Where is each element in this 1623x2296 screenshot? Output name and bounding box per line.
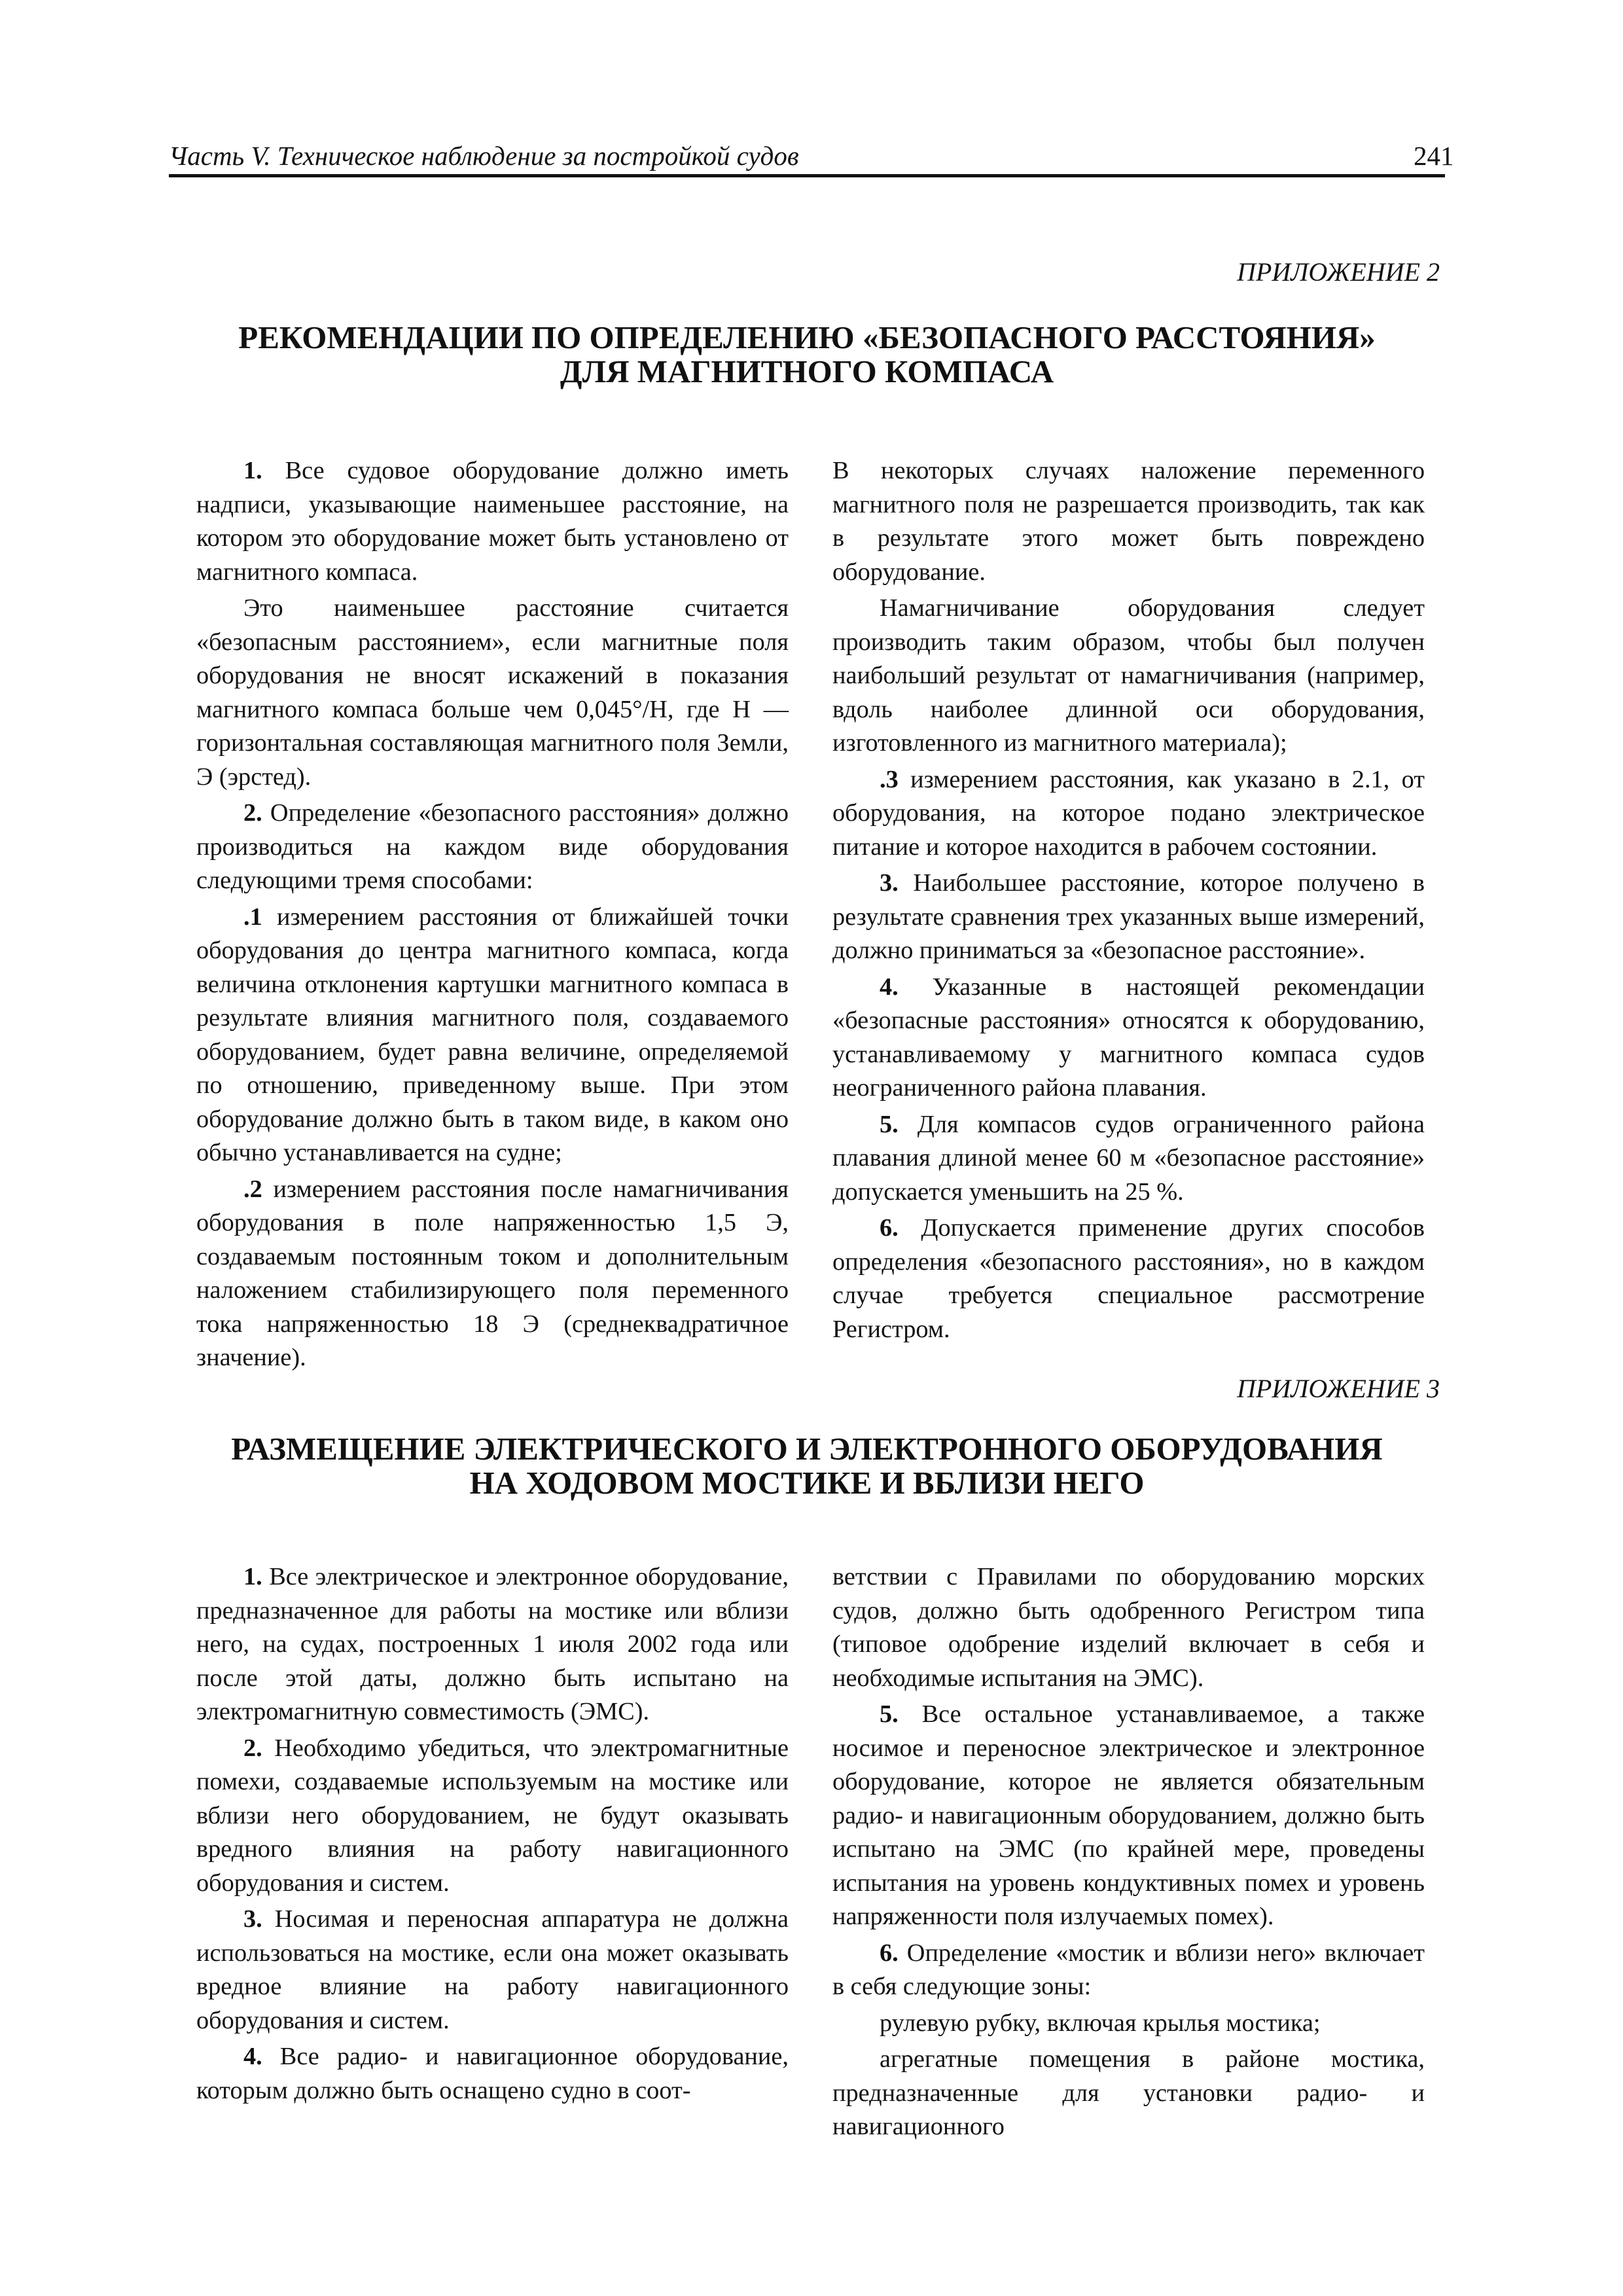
appendix-3-title: [169, 1432, 1445, 1500]
paragraph-text: Указанные в настоящей рекомендации «безопасные расстояния» относятся к оборудованию, устанавливаемому у магнитного компаса судов неограниченного района плавания.: [832, 973, 1425, 1102]
paragraph-text: измерением расстояния, как указано в 2.1, от оборудования, на которое подано электрическое питание и которое находится в рабочем состоянии.: [832, 765, 1425, 861]
appendix-3-title-line-1: РАЗМЕЩЕНИЕ ЭЛЕКТРИЧЕСКОГО И ЭЛЕКТРОННОГО ОБОРУДОВАНИЯ: [231, 1431, 1383, 1467]
paragraph-text: В некоторых случаях наложение переменного магнитного поля не разрешается производить, так как в результате этого может быть повреждено оборудование.: [832, 457, 1425, 586]
paragraph: [196, 2040, 789, 2108]
paragraph: [832, 1937, 1425, 2004]
paragraph: [832, 1108, 1425, 1210]
paragraph-text: Для компасов судов ограниченного района плавания длиной менее 60 м «безопасное расстояние» допускается уменьшить на 25 %.: [832, 1110, 1425, 1206]
appendix-2-title-line-1: РЕКОМЕНДАЦИИ ПО ОПРЕДЕЛЕНИЮ «БЕЗОПАСНОГО РАССТОЯНИЯ»: [238, 319, 1376, 355]
appendix-2-left-column: [196, 454, 789, 1375]
paragraph-text: Допускается применение других способов определения «безопасного расстояния», но в каждом случае требуется специальное рассмотрение Регистром.: [832, 1214, 1425, 1343]
paragraph: [196, 454, 789, 589]
paragraph-text: Все остальное устанавливаемое, а также носимое и переносное электрическое и электронное оборудование, которое не является обязательным радио- и навигационным оборудованием, должно быть испытано на ЭМС (по крайней мере, проведены испытания на уровень кондуктивных помех и уровень напряженности поля излучаемых помех).: [832, 1700, 1425, 1930]
paragraph: [832, 1698, 1425, 1934]
paragraph-number: 3.: [880, 869, 899, 897]
paragraph: [832, 592, 1425, 761]
paragraph: [832, 971, 1425, 1105]
appendix-2-title-line-2: ДЛЯ МАГНИТНОГО КОМПАСА: [560, 353, 1054, 389]
paragraph-text: Определение «мостик и вблизи него» включает в себя следующие зоны:: [832, 1939, 1425, 2000]
paragraph-number: 2.: [243, 1734, 262, 1762]
paragraph-text: ветствии с Правилами по оборудованию морских судов, должно быть одобренного Регистром типа (типовое одобрение изделий включает в себя и необходимые испытания на ЭМС).: [832, 1563, 1425, 1692]
paragraph-number: .3: [880, 765, 899, 793]
paragraph-text: измерением расстояния после намагничивания оборудования в поле напряженностью 1,5 Э, создаваемым постоянным током и дополнительным наложением стабилизирующего поля переменного тока напряженностью 18 Э (среднеквадратичное значение).: [196, 1175, 789, 1371]
paragraph-text: Определение «безопасного расстояния» должно производиться на каждом виде оборудования следующими тремя способами:: [196, 799, 789, 894]
paragraph: [196, 1560, 789, 1729]
paragraph-number: 3.: [243, 1905, 262, 1933]
paragraph-number: .1: [243, 903, 262, 931]
appendix-2-label: ПРИЛОЖЕНИЕ 2: [1237, 257, 1440, 287]
paragraph-number: 6.: [880, 1214, 899, 1242]
paragraph-text: Носимая и переносная аппаратура не должна использоваться на мостике, если она может оказывать вредное влияние на работу навигационного оборудования и систем.: [196, 1905, 789, 2034]
paragraph-text: Необходимо убедиться, что электромагнитные помехи, создаваемые используемым на мостике или вблизи него оборудованием, не будут оказывать вредного влияния на работу навигационного оборудования и систем.: [196, 1734, 789, 1897]
appendix-3-title-line-2: НА ХОДОВОМ МОСТИКЕ И ВБЛИЗИ НЕГО: [469, 1465, 1145, 1501]
appendix-2-title: [169, 321, 1445, 389]
paragraph-number: 5.: [880, 1700, 899, 1728]
paragraph-text: рулевую рубку, включая крылья мостика;: [880, 2009, 1321, 2037]
paragraph-text: Намагничивание оборудования следует производить таким образом, чтобы был получен наибольший результат от намагничивания (например, вдоль наиболее длинной оси оборудования, изготовленного из магнитного материала);: [832, 594, 1425, 757]
paragraph-text: Наибольшее расстояние, которое получено в результате сравнения трех указанных выше измерений, должно приниматься за «безопасное расстояние».: [832, 869, 1425, 964]
appendix-3-left-column: [196, 1560, 789, 2108]
paragraph-text: Все радио- и навигационное оборудование, которым должно быть оснащено судно в соот-: [196, 2043, 789, 2104]
paragraph-text: Это наименьшее расстояние считается «безопасным расстоянием», если магнитные поля оборудования не вносят искажений в показания магнитного компаса больше чем 0,045°/H, где H — горизонтальная составляющая магнитного поля Земли, Э (эрстед).: [196, 594, 789, 791]
page-number: 241: [1414, 141, 1454, 171]
paragraph-number: 4.: [880, 973, 899, 1001]
paragraph: [196, 1903, 789, 2037]
paragraph-number: 6.: [880, 1939, 899, 1967]
paragraph: [832, 867, 1425, 968]
paragraph: [196, 1732, 789, 1901]
paragraph: [196, 1173, 789, 1375]
appendix-2-right-column: [832, 454, 1425, 1346]
paragraph-text: измерением расстояния от ближайшей точки оборудования до центра магнитного компаса, когда величина отклонения картушки магнитного компаса в результате влияния магнитного поля, создаваемого оборудованием, будет равна величине, определяемой по отношению, приведенному выше. При этом оборудование должно быть в таком виде, в каком оно обычно устанавливается на судне;: [196, 903, 789, 1166]
paragraph-number: 4.: [243, 2043, 262, 2070]
paragraph: [196, 797, 789, 898]
paragraph-number: 1.: [243, 457, 262, 484]
paragraph-number: 5.: [880, 1110, 899, 1138]
paragraph: [832, 2043, 1425, 2144]
paragraph: [832, 1211, 1425, 1346]
appendix-3-right-column: [832, 1560, 1425, 2144]
running-title: Часть V. Техническое наблюдение за постройкой судов: [169, 141, 799, 171]
paragraph-text: агрегатные помещения в районе мостика, предназначенные для установки радио- и навигационного: [832, 2045, 1425, 2140]
paragraph-text: Все судовое оборудование должно иметь надписи, указывающие наименьшее расстояние, на котором это оборудование может быть установлено от магнитного компаса.: [196, 457, 789, 586]
paragraph: [832, 454, 1425, 589]
paragraph-number: 1.: [243, 1563, 262, 1590]
paragraph-number: .2: [243, 1175, 262, 1203]
header-rule: [169, 174, 1445, 177]
paragraph-text: Все электрическое и электронное оборудование, предназначенное для работы на мостике или вблизи него, на судах, построенных 1 июля 2002 года или после этой даты, должно быть испытано на электромагнитную совместимость (ЭМС).: [196, 1563, 789, 1725]
paragraph: [196, 901, 789, 1170]
paragraph: [832, 763, 1425, 865]
paragraph-number: 2.: [243, 799, 262, 827]
paragraph: [196, 592, 789, 794]
appendix-3-label: ПРИЛОЖЕНИЕ 3: [1237, 1374, 1440, 1403]
paragraph: [832, 1560, 1425, 1695]
paragraph: [832, 2007, 1425, 2041]
